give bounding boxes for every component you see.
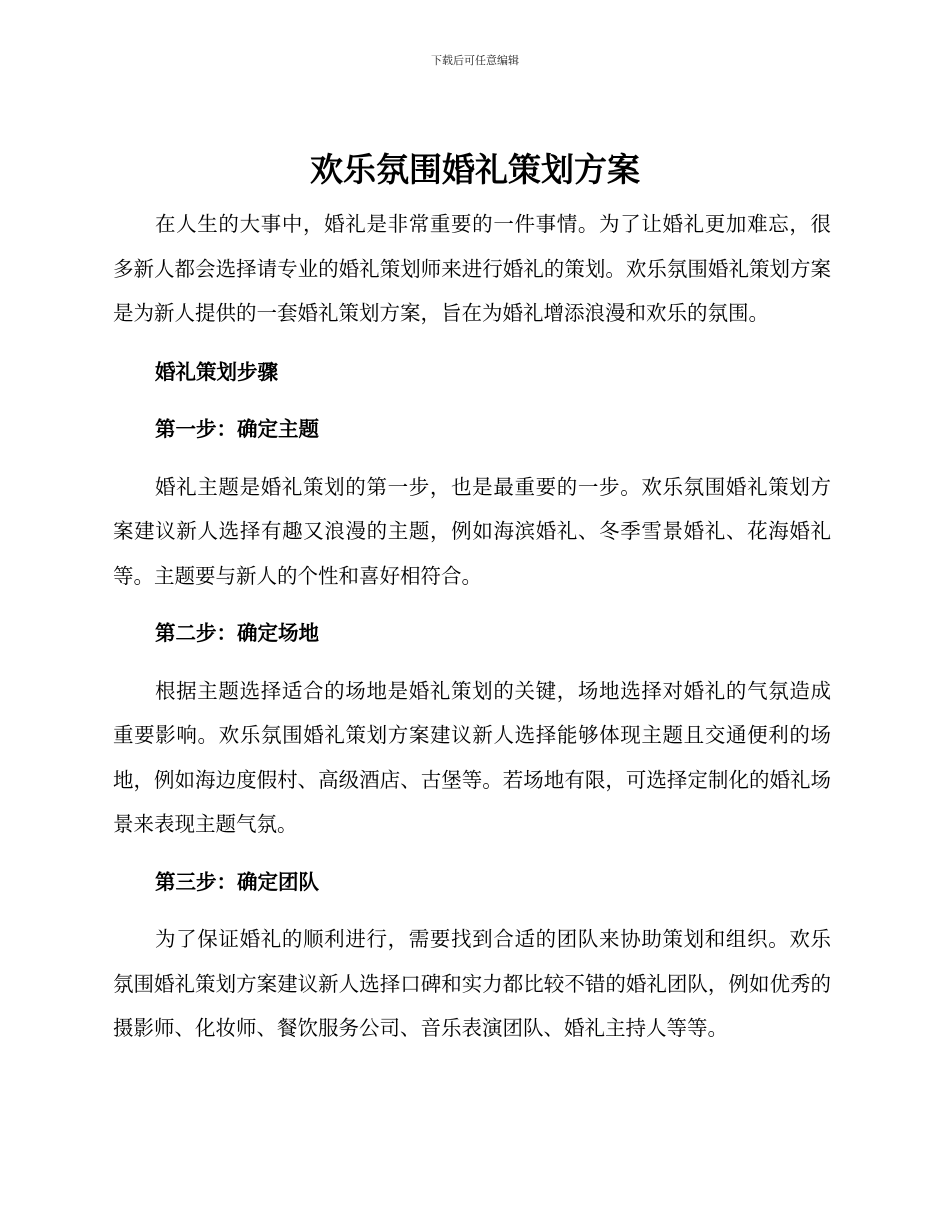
step-3-paragraph: 为了保证婚礼的顺利进行，需要找到合适的团队来协助策划和组织。欢乐氛围婚礼策划方案建议新人选择口碑和实力都比较不错的婚礼团队，例如优秀的摄影师、化妆师、餐饮服务公司、音乐表演团队、婚礼主持人等等。 xyxy=(113,927,831,1040)
section-heading-planning-steps: 婚礼策划步骤 xyxy=(155,359,278,384)
document-body xyxy=(113,202,831,1051)
step-1-paragraph: 婚礼主题是婚礼策划的第一步，也是最重要的一步。欢乐氛围婚礼策划方案建议新人选择有趣又浪漫的主题，例如海滨婚礼、冬季雪景婚礼、花海婚礼等。主题要与新人的个性和喜好相符合。 xyxy=(113,474,831,588)
step-2-paragraph: 根据主题选择适合的场地是婚礼策划的关键，场地选择对婚礼的气氛造成重要影响。欢乐氛围婚礼策划方案建议新人选择能够体现主题且交通便利的场地，例如海边度假村、高级酒店、古堡等。若场地有限，可选择定制化的婚礼场景来表现主题气氛。 xyxy=(113,678,831,836)
step-2-heading: 第二步：确定场地 xyxy=(155,621,319,645)
page-header-note: 下载后可任意编辑 xyxy=(431,54,519,67)
step-3-heading: 第三步：确定团队 xyxy=(155,869,319,894)
step-1-heading: 第一步：确定主题 xyxy=(155,417,319,441)
intro-paragraph: 在人生的大事中，婚礼是非常重要的一件事情。为了让婚礼更加难忘，很多新人都会选择请专业的婚礼策划师来进行婚礼的策划。欢乐氛围婚礼策划方案是为新人提供的一套婚礼策划方案，旨在为婚礼增添浪漫和欢乐的氛围。 xyxy=(113,212,831,325)
document-title: 欢乐氛围婚礼策划方案 xyxy=(310,150,640,189)
